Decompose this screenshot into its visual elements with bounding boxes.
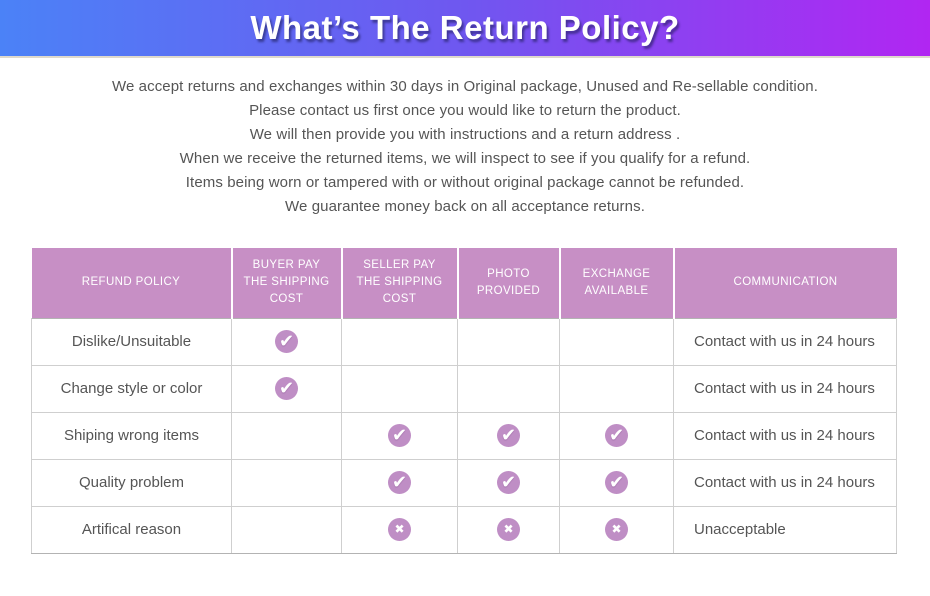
communication-cell: Contact with us in 24 hours xyxy=(674,365,897,412)
policy-cell: Dislike/Unsuitable xyxy=(32,318,232,365)
cross-circle-icon: ✖ xyxy=(388,518,411,541)
communication-cell: Contact with us in 24 hours xyxy=(674,318,897,365)
intro-line: Items being worn or tampered with or without original package cannot be refunded. xyxy=(185,174,745,191)
table-row xyxy=(32,506,897,553)
intro-line: When we receive the returned items, we will inspect to see if you qualify for a refund. xyxy=(179,150,751,167)
check-circle-icon: ✔ xyxy=(388,424,411,447)
col-header-buyer-pay: BUYER PAY THE SHIPPING COST xyxy=(232,248,342,318)
check-circle-icon: ✔ xyxy=(497,424,520,447)
table-header-row xyxy=(32,248,897,318)
col-header-photo-provided: PHOTO PROVIDED xyxy=(458,248,560,318)
table-row xyxy=(32,318,897,365)
page-title: What’s The Return Policy? xyxy=(250,9,680,46)
check-circle-icon: ✔ xyxy=(275,330,298,353)
policy-cell: Shiping wrong items xyxy=(32,412,232,459)
check-circle-icon: ✔ xyxy=(497,471,520,494)
policy-cell: Artifical reason xyxy=(32,506,232,553)
check-circle-icon: ✔ xyxy=(388,471,411,494)
col-header-seller-pay: SELLER PAY THE SHIPPING COST xyxy=(342,248,458,318)
col-header-refund-policy: REFUND POLICY xyxy=(32,248,232,318)
col-header-exchange-available: EXCHANGE AVAILABLE xyxy=(560,248,674,318)
cross-circle-icon: ✖ xyxy=(605,518,628,541)
table-row xyxy=(32,459,897,506)
cross-circle-icon: ✖ xyxy=(497,518,520,541)
intro-line: We will then provide you with instructions and a return address . xyxy=(249,126,681,143)
check-circle-icon: ✔ xyxy=(605,424,628,447)
communication-cell: Contact with us in 24 hours xyxy=(674,459,897,506)
header-banner xyxy=(0,0,930,58)
table-row xyxy=(32,412,897,459)
intro-line: Please contact us first once you would like to return the product. xyxy=(249,102,681,119)
policy-cell: Change style or color xyxy=(32,365,232,412)
intro-line: We accept returns and exchanges within 30 days in Original package, Unused and Re-sellable condition. xyxy=(111,78,819,95)
check-circle-icon: ✔ xyxy=(275,377,298,400)
communication-cell: Unacceptable xyxy=(674,506,897,553)
policy-cell: Quality problem xyxy=(32,459,232,506)
check-circle-icon: ✔ xyxy=(605,471,628,494)
col-header-communication: COMMUNICATION xyxy=(674,248,897,318)
table-row xyxy=(32,365,897,412)
intro-line: We guarantee money back on all acceptance returns. xyxy=(285,198,645,215)
refund-policy-table xyxy=(31,248,897,554)
policy-intro-text xyxy=(0,58,930,219)
communication-cell: Contact with us in 24 hours xyxy=(674,412,897,459)
